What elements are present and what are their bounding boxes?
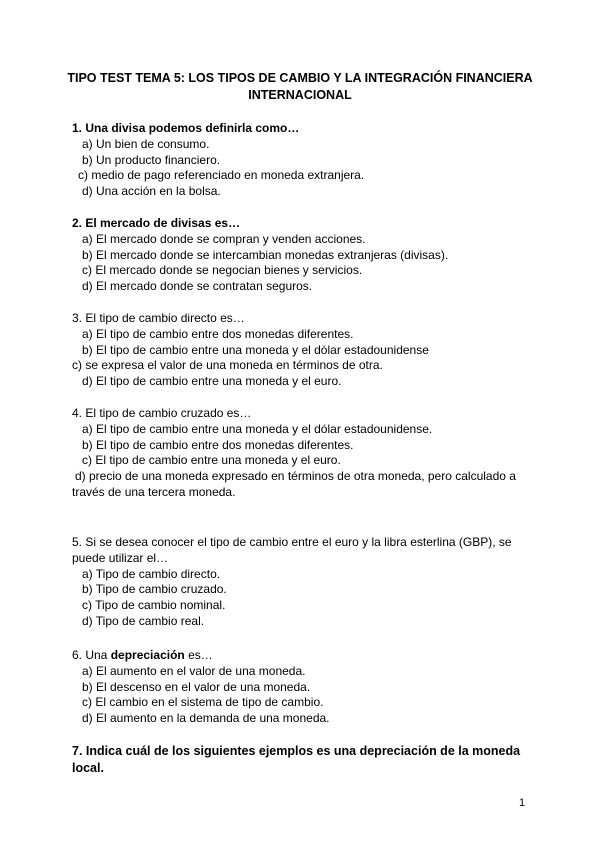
title-line-2: INTERNACIONAL — [248, 88, 352, 102]
question-3-option-b: b) El tipo de cambio entre una moneda y el dólar estadounidense — [82, 342, 429, 357]
question-1 — [72, 121, 542, 200]
question-6-suffix: es… — [184, 648, 213, 662]
question-1-option-a: a) Un bien de consumo. — [82, 136, 210, 151]
question-2-option-c: c) El mercado donde se negocian bienes y servicios. — [82, 263, 363, 278]
question-2-option-a: a) El mercado donde se compran y venden acciones. — [82, 231, 366, 246]
question-7-text-line-2: local. — [72, 761, 104, 775]
question-4 — [72, 406, 542, 501]
question-5-option-d: d) Tipo de cambio real. — [82, 613, 205, 628]
question-6 — [72, 648, 542, 727]
question-6-keyword: depreciación — [110, 648, 185, 662]
question-5-text-line-1: 5. Si se desea conocer el tipo de cambio entre el euro y la libra esterlina (GBP), se — [72, 535, 512, 549]
question-4-option-a: a) El tipo de cambio entre una moneda y el dólar estadounidense. — [82, 421, 433, 436]
question-2-option-b: b) El mercado donde se intercambian monedas extranjeras (divisas). — [82, 247, 449, 262]
question-6-option-b: b) El descenso en el valor de una moneda. — [82, 679, 311, 694]
question-5 — [72, 535, 542, 630]
question-1-option-d: d) Una acción en la bolsa. — [82, 184, 221, 199]
question-5-option-a: a) Tipo de cambio directo. — [82, 566, 221, 581]
question-4-option-c: c) El tipo de cambio entre una moneda y el euro. — [82, 453, 341, 468]
question-5-option-b: b) Tipo de cambio cruzado. — [82, 582, 227, 597]
question-2-text: 2. El mercado de divisas es… — [72, 216, 241, 230]
question-2 — [72, 216, 542, 295]
question-3 — [72, 311, 542, 390]
question-7-text-line-1: 7. Indica cuál de los siguientes ejemplos es una depreciación de la moneda — [72, 744, 521, 758]
question-1-option-b: b) Un producto financiero. — [82, 152, 221, 167]
question-6-option-d: d) El aumento en la demanda de una moneda. — [82, 711, 330, 726]
question-2-option-d: d) El mercado donde se contratan seguros. — [82, 279, 313, 294]
question-3-option-c: c) se expresa el valor de una moneda en términos de otra. — [72, 358, 383, 373]
title-line-1: TIPO TEST TEMA 5: LOS TIPOS DE CAMBIO Y LA INTEGRACIÓN FINANCIERA — [67, 71, 533, 85]
question-4-text: 4. El tipo de cambio cruzado es… — [72, 406, 252, 420]
document-title — [60, 70, 540, 104]
question-4-option-b: b) El tipo de cambio entre dos monedas diferentes. — [82, 437, 354, 452]
question-1-option-c: c) medio de pago referenciado en moneda extranjera. — [78, 168, 365, 183]
question-3-option-d: d) El tipo de cambio entre una moneda y el euro. — [82, 374, 342, 389]
page-number: 1 — [519, 797, 526, 809]
question-1-text: 1. Una divisa podemos definirla como… — [72, 121, 300, 135]
question-6-text — [72, 648, 542, 664]
question-6-option-a: a) El aumento en el valor de una moneda. — [82, 663, 306, 678]
question-5-text-line-2: puede utilizar el… — [72, 550, 169, 565]
question-3-text: 3. El tipo de cambio directo es… — [72, 311, 245, 325]
question-7 — [72, 743, 542, 777]
question-6-prefix: 6. Una — [72, 648, 111, 662]
question-4-option-d: d) precio de una moneda expresado en términos de otra moneda, pero calculado a — [75, 469, 516, 484]
question-4-option-d-continued: través de una tercera moneda. — [72, 484, 236, 499]
question-3-option-a: a) El tipo de cambio entre dos monedas diferentes. — [82, 326, 354, 341]
question-6-option-c: c) El cambio en el sistema de tipo de cambio. — [82, 695, 324, 710]
question-5-option-c: c) Tipo de cambio nominal. — [82, 598, 226, 613]
